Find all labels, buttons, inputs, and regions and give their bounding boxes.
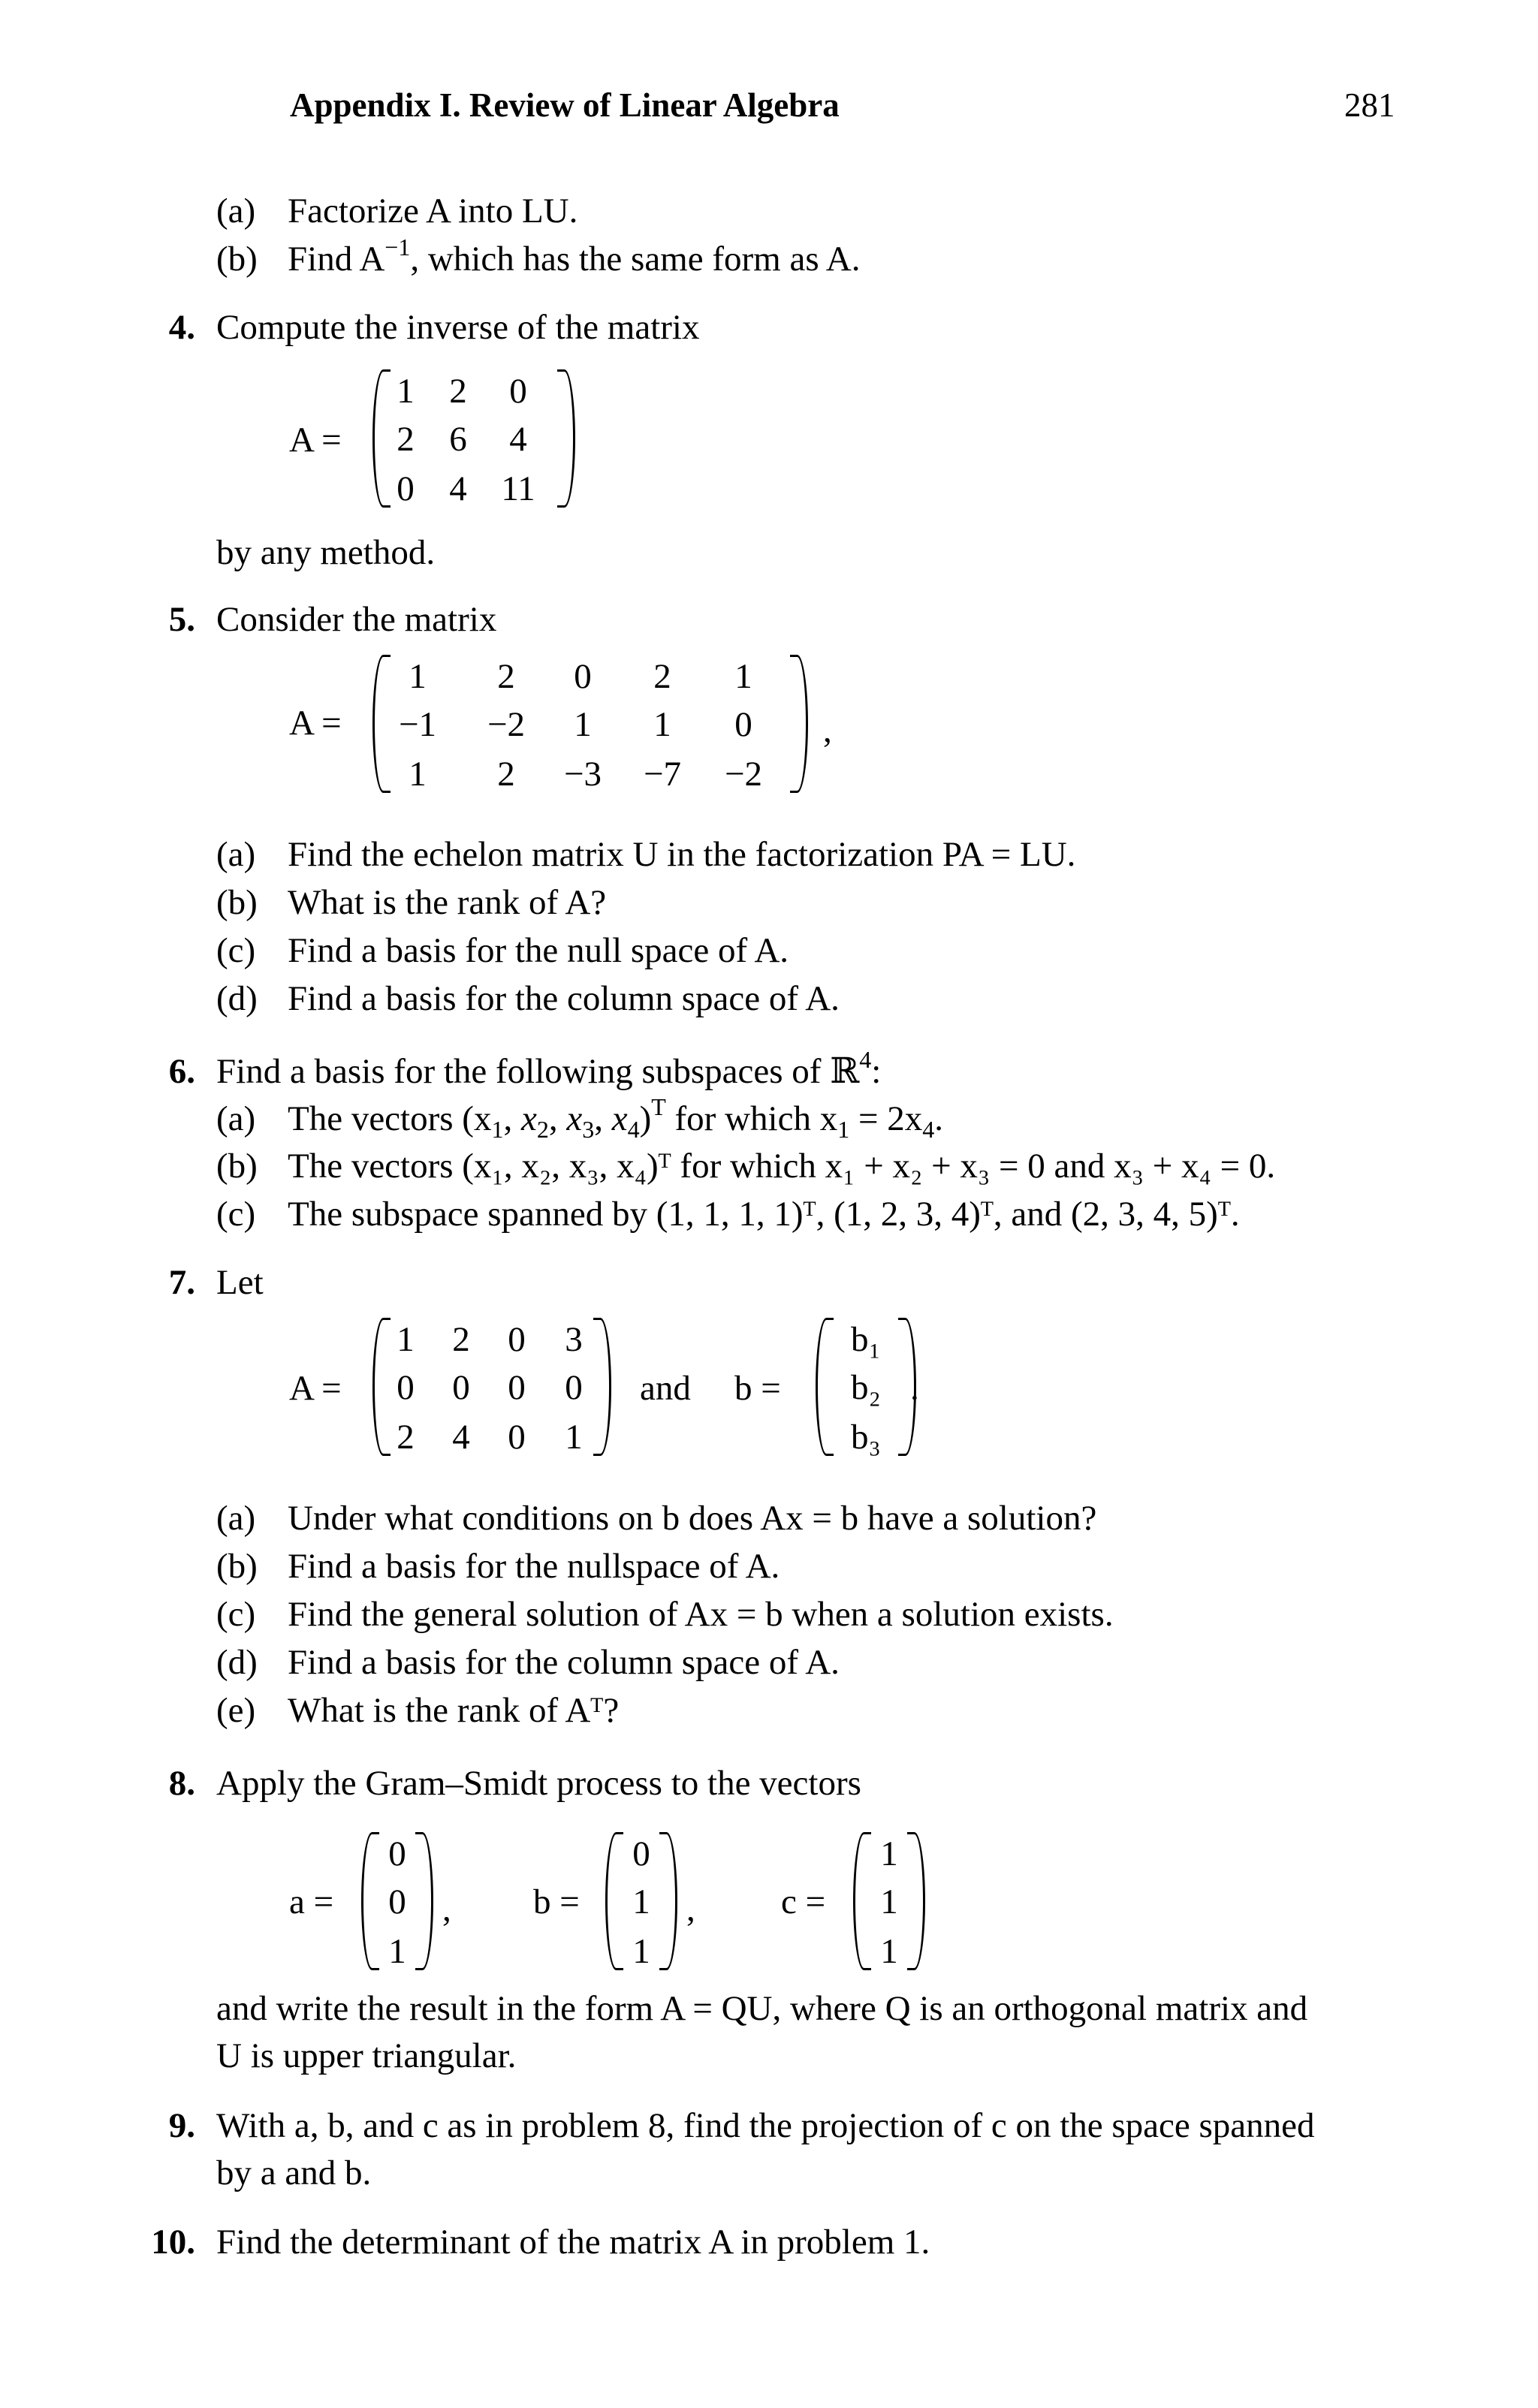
vector-b-problem-7 bbox=[816, 1318, 916, 1456]
vector-lhs: b = bbox=[734, 1369, 781, 1408]
matrix-entry: 11 bbox=[501, 469, 535, 508]
matrix-comma: , bbox=[823, 711, 832, 750]
sub-item bbox=[216, 1549, 780, 1584]
problem-4-after: by any method. bbox=[216, 533, 436, 572]
item-text: Find a basis for the column space of A. bbox=[288, 979, 840, 1018]
item-text-pre: Find A bbox=[288, 240, 385, 279]
problem-7-text: Let bbox=[216, 1263, 264, 1302]
matrix-entry: 1 bbox=[397, 1320, 415, 1359]
matrix-entry: b₁ bbox=[851, 1320, 881, 1359]
vector-period: . bbox=[910, 1369, 919, 1408]
problem-9-line2: by a and b. bbox=[216, 2153, 372, 2193]
right-paren bbox=[790, 655, 808, 793]
matrix-entry: b₃ bbox=[851, 1418, 881, 1457]
item-text: Under what conditions on b does Ax = b have a solution? bbox=[288, 1499, 1097, 1538]
sub-item bbox=[216, 933, 789, 969]
problem-6-text bbox=[216, 1046, 882, 1091]
vector-column bbox=[853, 1832, 925, 1970]
matrix-entry: 2 bbox=[397, 420, 415, 459]
sub-item bbox=[216, 1645, 840, 1680]
matrix-entry: 4 bbox=[452, 1418, 470, 1457]
vector-entry: 1 bbox=[880, 1834, 898, 1873]
matrix-entry: 1 bbox=[409, 755, 427, 794]
item-label: (a) bbox=[216, 1499, 256, 1538]
problem-10-text: Find the determinant of the matrix A in problem 1. bbox=[216, 2223, 930, 2262]
item-text: What is the rank of A? bbox=[288, 883, 607, 922]
matrix-entry: −3 bbox=[563, 755, 602, 794]
item-label: (b) bbox=[216, 1147, 258, 1186]
matrix-entry: 1 bbox=[653, 705, 671, 744]
vector-separator: , bbox=[686, 1890, 695, 1929]
matrix-entry: 6 bbox=[449, 420, 467, 459]
matrix-entry: 1 bbox=[734, 657, 752, 696]
matrix-A-problem-5 bbox=[372, 655, 808, 793]
running-header: Appendix I. Review of Linear Algebra bbox=[290, 86, 840, 124]
matrix-entry: 1 bbox=[574, 705, 592, 744]
item-text: Factorize A into LU. bbox=[288, 191, 578, 231]
problem-8-text: Apply the Gram–Smidt process to the vectors bbox=[216, 1764, 861, 1803]
matrix-entry: 0 bbox=[397, 1368, 415, 1407]
item-label: (a) bbox=[216, 191, 256, 231]
item-text: The vectors (x₁, x₂, x₃, x₄)ᵀ for which x₁ + x₂ + x₃ = 0 and x₃ + x₄ = 0. bbox=[288, 1147, 1276, 1186]
matrix-entry: 1 bbox=[397, 372, 415, 411]
problem-3b bbox=[216, 234, 861, 279]
problem-5-text: Consider the matrix bbox=[216, 600, 497, 639]
item-text: The subspace spanned by (1, 1, 1, 1)ᵀ, (1, 2, 3, 4)ᵀ, and (2, 3, 4, 5)ᵀ. bbox=[288, 1195, 1240, 1234]
text: The vectors (x bbox=[288, 1099, 492, 1138]
vector-lhs: c = bbox=[781, 1882, 826, 1921]
item-label: (c) bbox=[216, 1595, 256, 1634]
matrix-entry: 0 bbox=[509, 372, 527, 411]
matrix-A-problem-4 bbox=[372, 369, 575, 508]
matrix-entry: 1 bbox=[565, 1418, 583, 1457]
superscript: −1 bbox=[384, 234, 411, 261]
superscript: 4 bbox=[859, 1046, 872, 1073]
sub-item bbox=[216, 981, 840, 1017]
text: . bbox=[934, 1099, 943, 1138]
vector-entry: 0 bbox=[388, 1882, 406, 1921]
vector-entry: 1 bbox=[880, 1882, 898, 1921]
text: Find a basis for the following subspaces of ℝ bbox=[216, 1052, 860, 1091]
item-label: (d) bbox=[216, 979, 258, 1018]
problem-number-10: 10. bbox=[151, 2223, 195, 2262]
vector-entry: 1 bbox=[388, 1932, 406, 1971]
problem-8-after-line2: U is upper triangular. bbox=[216, 2036, 517, 2075]
vector-column bbox=[361, 1832, 433, 1970]
item-label: (d) bbox=[216, 1643, 258, 1682]
matrix-entry: b₂ bbox=[851, 1368, 881, 1407]
item-label: (c) bbox=[216, 931, 256, 970]
vector-separator: , bbox=[442, 1890, 451, 1929]
matrix-entry: 2 bbox=[497, 755, 515, 794]
matrix-entry: 1 bbox=[409, 657, 427, 696]
item-text: Find the echelon matrix U in the factorization PA = LU. bbox=[288, 835, 1076, 874]
matrix-entry: 0 bbox=[734, 705, 752, 744]
matrix-entry: 2 bbox=[449, 372, 467, 411]
item-label: (c) bbox=[216, 1195, 256, 1234]
text: = 2x bbox=[849, 1099, 923, 1138]
sub-item bbox=[216, 1501, 1096, 1536]
page-number: 281 bbox=[1344, 86, 1395, 124]
problem-3a bbox=[216, 191, 578, 231]
matrix-lhs: A = bbox=[289, 1369, 342, 1408]
matrix-entry: 0 bbox=[508, 1320, 526, 1359]
text-end: : bbox=[871, 1052, 882, 1091]
problem-8-after-line1: and write the result in the form A = QU, where Q is an orthogonal matrix and bbox=[216, 1989, 1308, 2028]
sub-item bbox=[216, 885, 606, 921]
sub-item bbox=[216, 837, 1075, 872]
problem-number-6: 6. bbox=[168, 1052, 195, 1091]
matrix-entry: 0 bbox=[574, 657, 592, 696]
vector-lhs: b = bbox=[533, 1882, 580, 1921]
problem-6c bbox=[216, 1197, 1240, 1232]
right-paren bbox=[557, 369, 575, 508]
matrix-entry: 4 bbox=[449, 469, 467, 508]
item-text: Find the general solution of Ax = b when a solution exists. bbox=[288, 1595, 1114, 1634]
problem-number-9: 9. bbox=[168, 2106, 195, 2145]
item-text: Find a basis for the null space of A. bbox=[288, 931, 789, 970]
sub-item bbox=[216, 1693, 619, 1728]
vector-entry: 1 bbox=[880, 1932, 898, 1971]
item-label: (b) bbox=[216, 883, 258, 922]
item-text: Find a basis for the column space of A. bbox=[288, 1643, 840, 1682]
matrix-entry: 0 bbox=[397, 469, 415, 508]
item-text: Find a basis for the nullspace of A. bbox=[288, 1547, 780, 1586]
matrix-entry: 2 bbox=[397, 1418, 415, 1457]
left-paren bbox=[816, 1318, 834, 1456]
matrix-lhs: A = bbox=[289, 704, 342, 743]
matrix-entry: 3 bbox=[565, 1320, 583, 1359]
problem-4-text: Compute the inverse of the matrix bbox=[216, 308, 700, 347]
matrix-A-problem-7 bbox=[372, 1318, 611, 1456]
left-paren bbox=[372, 655, 391, 793]
problem-9-line1: With a, b, and c as in problem 8, find the projection of c on the space spanned bbox=[216, 2106, 1315, 2145]
and-word: and bbox=[640, 1369, 691, 1408]
vector-entry: 1 bbox=[632, 1932, 650, 1971]
text: for which x bbox=[665, 1099, 838, 1138]
problem-number-5: 5. bbox=[168, 600, 195, 639]
vector-entry: 1 bbox=[632, 1882, 650, 1921]
problem-6a: (a) The vectors ($x_1$, $x_2$, $x_3$, $x_4)^T$ for which $x_1 = 2x_4$. bbox=[216, 1093, 943, 1143]
matrix-entry: 2 bbox=[452, 1320, 470, 1359]
vector-lhs: a = bbox=[289, 1882, 334, 1921]
problem-6b bbox=[216, 1149, 1275, 1184]
item-label: (e) bbox=[216, 1691, 256, 1730]
vector-column bbox=[605, 1832, 677, 1970]
item-label: (b) bbox=[216, 240, 258, 279]
matrix-entry: 2 bbox=[497, 657, 515, 696]
matrix-entry: −2 bbox=[487, 705, 525, 744]
matrix-lhs: A = bbox=[289, 420, 342, 460]
matrix-entry: −2 bbox=[724, 755, 762, 794]
item-text-post: , which has the same form as A. bbox=[410, 240, 861, 279]
vector-entry: 0 bbox=[388, 1834, 406, 1873]
matrix-entry: 0 bbox=[508, 1418, 526, 1457]
matrix-entry: 0 bbox=[452, 1368, 470, 1407]
sub-item bbox=[216, 1597, 1114, 1632]
matrix-entry: 0 bbox=[565, 1368, 583, 1407]
matrix-entry: 4 bbox=[509, 420, 527, 459]
matrix-entry: 0 bbox=[508, 1368, 526, 1407]
problem-number-4: 4. bbox=[168, 308, 195, 347]
item-label: (a) bbox=[216, 1099, 256, 1138]
item-text: What is the rank of Aᵀ? bbox=[288, 1691, 620, 1730]
matrix-entry: −1 bbox=[398, 705, 436, 744]
matrix-entry: −7 bbox=[643, 755, 681, 794]
matrix-entry: 2 bbox=[653, 657, 671, 696]
item-label: (a) bbox=[216, 835, 256, 874]
problem-number-7: 7. bbox=[168, 1263, 195, 1302]
vector-entry: 0 bbox=[632, 1834, 650, 1873]
item-label: (b) bbox=[216, 1547, 258, 1586]
problem-number-8: 8. bbox=[168, 1764, 195, 1803]
